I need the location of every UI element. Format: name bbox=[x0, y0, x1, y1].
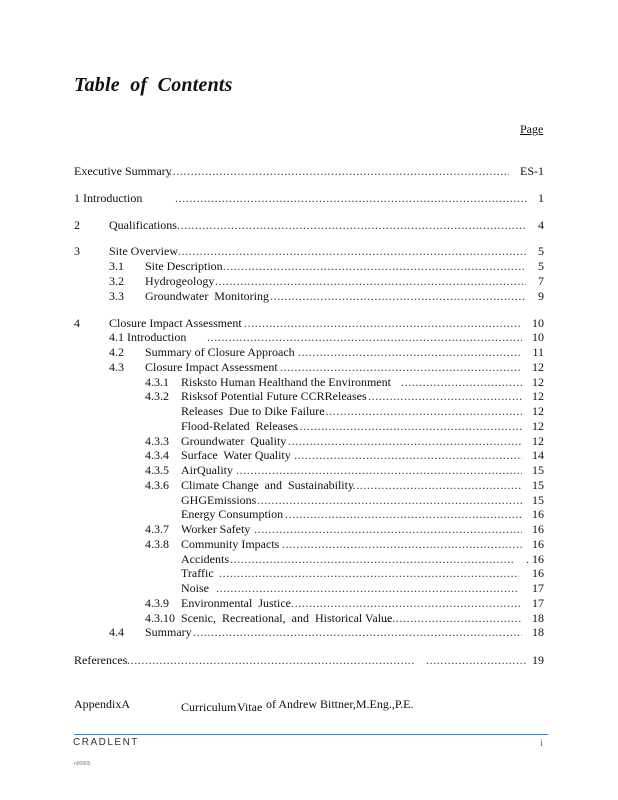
dot-leader bbox=[426, 653, 526, 668]
toc-entry-page: 1 bbox=[538, 191, 544, 205]
toc-entry-surface-water-quality[interactable] bbox=[74, 448, 544, 463]
appendix-vitae: Vitae bbox=[237, 700, 263, 714]
dot-leader bbox=[291, 596, 522, 611]
dot-leader bbox=[215, 274, 526, 289]
toc-entry-4-1-introduction[interactable] bbox=[74, 330, 544, 345]
toc-entry-page: 5 bbox=[538, 259, 544, 273]
footer-document-code: n00805 bbox=[74, 761, 91, 767]
toc-entry-page: 17 bbox=[532, 581, 544, 595]
toc-entry-label: Surface Water Quality bbox=[181, 448, 291, 462]
toc-entry-page: 16 bbox=[532, 566, 544, 580]
toc-entry-label: GHGEmissions bbox=[181, 493, 257, 507]
toc-entry-label: Summary of Closure Approach bbox=[145, 345, 295, 359]
toc-entry-groundwater-quality[interactable] bbox=[74, 434, 544, 449]
toc-entry-page: 9 bbox=[538, 289, 544, 303]
toc-entry-page: 4 bbox=[538, 218, 544, 232]
dot-leader bbox=[230, 552, 514, 567]
toc-entry-number: 4.3.10 bbox=[145, 611, 175, 625]
toc-entry-number: 4.3.1 bbox=[145, 375, 169, 389]
footer-divider bbox=[74, 734, 548, 735]
toc-entry-label: Hydrogeology bbox=[145, 274, 215, 288]
toc-entry-page: 5 bbox=[538, 244, 544, 258]
toc-entry-page: 12 bbox=[532, 360, 544, 374]
toc-entry-label: Site Overview bbox=[109, 244, 178, 258]
toc-entry-label: Energy Consumption bbox=[181, 507, 284, 521]
toc-entry-risks-to-human-health[interactable] bbox=[74, 375, 544, 390]
toc-entry-page: 12 bbox=[532, 419, 544, 433]
toc-entry-number: 4.4 bbox=[109, 625, 124, 639]
dot-leader bbox=[223, 259, 526, 274]
toc-entry-qualifications[interactable] bbox=[74, 218, 544, 233]
toc-entry-dike-failure[interactable] bbox=[74, 404, 544, 419]
dot-leader bbox=[178, 244, 526, 259]
toc-entry-number: 4.3.7 bbox=[145, 522, 169, 536]
toc-entry-label: Risksto Human Healthand the Environment bbox=[181, 375, 391, 389]
toc-entry-site-description[interactable] bbox=[74, 259, 544, 274]
toc-entry-risks-of-future-releases[interactable] bbox=[74, 389, 544, 404]
toc-entry-label: Groundwater Quality bbox=[181, 434, 287, 448]
toc-entry-page: 14 bbox=[532, 448, 544, 462]
toc-entry-page: 12 bbox=[532, 434, 544, 448]
toc-entry-number: 4.2 bbox=[109, 345, 124, 359]
dot-leader bbox=[236, 463, 522, 478]
appendix-curriculum: Curriculum bbox=[181, 700, 237, 714]
toc-entry-label: Environmental Justice bbox=[181, 596, 291, 610]
dot-leader bbox=[280, 360, 522, 375]
toc-entry-label: Community Impacts bbox=[181, 537, 280, 551]
toc-entry-references[interactable] bbox=[74, 653, 544, 668]
toc-entry-page: 15 bbox=[532, 478, 544, 492]
dot-leader bbox=[177, 218, 527, 233]
dot-leader bbox=[207, 330, 522, 345]
dot-leader bbox=[322, 404, 522, 419]
toc-entry-page: 10 bbox=[532, 330, 544, 344]
toc-entry-label: Flood-Related Releases bbox=[181, 419, 298, 433]
toc-entry-label: Executive Summary bbox=[74, 164, 172, 178]
toc-entry-groundwater-monitoring[interactable] bbox=[74, 289, 544, 304]
toc-entry-scenic-value[interactable] bbox=[74, 611, 544, 626]
toc-entry-accidents[interactable] bbox=[74, 552, 544, 567]
dot-leader bbox=[270, 289, 526, 304]
dot-leader bbox=[169, 164, 509, 179]
page-column-label: Page bbox=[520, 122, 544, 136]
toc-entry-hydrogeology[interactable] bbox=[74, 274, 544, 289]
toc-entry-number: 4 bbox=[74, 316, 80, 330]
toc-entry-number: 4.3.5 bbox=[145, 463, 169, 477]
dot-leader bbox=[257, 493, 522, 508]
toc-entry-page: 18 bbox=[532, 625, 544, 639]
toc-entry-label: AirQuality bbox=[181, 463, 233, 477]
toc-entry-page: 12 bbox=[532, 404, 544, 418]
toc-entry-summary-of-closure-approach[interactable] bbox=[74, 345, 544, 360]
toc-entry-number: 4.3.2 bbox=[145, 389, 169, 403]
toc-entry-page: 7 bbox=[538, 274, 544, 288]
toc-entry-page: 15 bbox=[532, 493, 544, 507]
toc-entry-page: . 16 bbox=[526, 552, 544, 566]
toc-entry-number: 2 bbox=[74, 218, 80, 232]
toc-entry-number: 4.3.3 bbox=[145, 434, 169, 448]
toc-entry-traffic[interactable] bbox=[74, 566, 544, 581]
toc-entry-label: 4.1 Introduction bbox=[109, 330, 187, 344]
toc-entry-flood-related-releases[interactable] bbox=[74, 419, 544, 434]
toc-entry-number: 3.1 bbox=[109, 259, 124, 273]
dot-leader bbox=[298, 345, 522, 360]
toc-entry-label: Site Description bbox=[145, 259, 223, 273]
toc-entry-4-3-closure-impact-assessment[interactable] bbox=[74, 360, 544, 375]
toc-entry-label: Risksof Potential Future CCRReleases bbox=[181, 389, 367, 403]
toc-entry-number: 4.3.4 bbox=[145, 448, 169, 462]
toc-entry-page: 12 bbox=[532, 375, 544, 389]
appendix-title[interactable]: of Andrew Bittner,M.Eng.,P.E. bbox=[266, 697, 414, 711]
toc-entry-page: 10 bbox=[532, 316, 544, 330]
toc-entry-page: 16 bbox=[532, 537, 544, 551]
toc-entry-label: Closure Impact Assessment bbox=[109, 316, 242, 330]
toc-entry-page: 16 bbox=[532, 507, 544, 521]
company-logo: CRADLENT bbox=[73, 737, 139, 748]
toc-entry-label: Scenic, Recreational, and Historical Value bbox=[181, 611, 393, 625]
dot-leader bbox=[368, 389, 522, 404]
dot-leader bbox=[349, 478, 522, 493]
footer-page-number: i bbox=[540, 737, 544, 749]
toc-entry-number: 3 bbox=[74, 244, 80, 258]
dot-leader bbox=[127, 653, 415, 668]
toc-entry-label: 1 Introduction bbox=[74, 191, 143, 205]
toc-entry-page: 18 bbox=[532, 611, 544, 625]
toc-entry-page: 19 bbox=[532, 653, 544, 667]
toc-entry-label: Qualifications bbox=[109, 218, 177, 232]
toc-entry-number: 4.3.6 bbox=[145, 478, 169, 492]
toc-entry-executive-summary[interactable] bbox=[74, 164, 544, 179]
dot-leader bbox=[296, 419, 522, 434]
toc-entry-page: ES-1 bbox=[520, 164, 544, 178]
toc-entry-label: Noise bbox=[181, 581, 209, 595]
page-title: Table of Contents bbox=[74, 74, 233, 96]
dot-leader bbox=[193, 625, 522, 640]
toc-entry-label: Groundwater Monitoring bbox=[145, 289, 269, 303]
toc-entry-label: Summary bbox=[145, 625, 192, 639]
dot-leader bbox=[244, 316, 522, 331]
dot-leader bbox=[385, 611, 522, 626]
toc-entry-number: 4.3.9 bbox=[145, 596, 169, 610]
toc-entry-noise[interactable] bbox=[74, 581, 544, 596]
toc-entry-air-quality[interactable] bbox=[74, 463, 544, 478]
toc-entry-label: Climate Change and Sustainability bbox=[181, 478, 354, 492]
toc-entry-environmental-justice[interactable] bbox=[74, 596, 544, 611]
toc-entry-ghg-emissions[interactable] bbox=[74, 493, 544, 508]
toc-entry-community-impacts[interactable] bbox=[74, 537, 544, 552]
toc-entry-number: 4.3 bbox=[109, 360, 124, 374]
toc-entry-page: 12 bbox=[532, 389, 544, 403]
dot-leader bbox=[219, 566, 519, 581]
toc-entry-page: 15 bbox=[532, 463, 544, 477]
dot-leader bbox=[401, 375, 522, 390]
toc-entry-label: Accidents bbox=[181, 552, 229, 566]
toc-entry-page: 11 bbox=[532, 345, 544, 359]
dot-leader bbox=[288, 434, 522, 449]
toc-entry-label: Traffic bbox=[181, 566, 214, 580]
toc-entry-label: Closure Impact Assessment bbox=[145, 360, 278, 374]
dot-leader bbox=[285, 507, 522, 522]
toc-entry-climate-change[interactable] bbox=[74, 478, 544, 493]
toc-entry-page: 16 bbox=[532, 522, 544, 536]
toc-entry-site-overview[interactable] bbox=[74, 244, 544, 259]
toc-entry-page: 17 bbox=[532, 596, 544, 610]
dot-leader bbox=[294, 448, 522, 463]
toc-entry-label: Releases Due to Dike Failure bbox=[181, 404, 325, 418]
toc-entry-number: 4.3.8 bbox=[145, 537, 169, 551]
toc-entry-label: Worker Safety bbox=[181, 522, 251, 536]
dot-leader bbox=[175, 191, 527, 206]
toc-entry-summary[interactable] bbox=[74, 625, 544, 640]
toc-entry-label: References bbox=[74, 653, 128, 667]
toc-entry-number: 3.3 bbox=[109, 289, 124, 303]
appendix-prefix[interactable]: AppendixA bbox=[74, 697, 130, 711]
toc-entry-introduction[interactable] bbox=[74, 191, 544, 206]
toc-entry-number: 3.2 bbox=[109, 274, 124, 288]
dot-leader bbox=[216, 581, 519, 596]
dot-leader bbox=[282, 537, 522, 552]
toc-entry-closure-impact-assessment[interactable] bbox=[74, 316, 544, 331]
toc-entry-energy-consumption[interactable] bbox=[74, 507, 544, 522]
dot-leader bbox=[254, 522, 522, 537]
toc-entry-worker-safety[interactable] bbox=[74, 522, 544, 537]
